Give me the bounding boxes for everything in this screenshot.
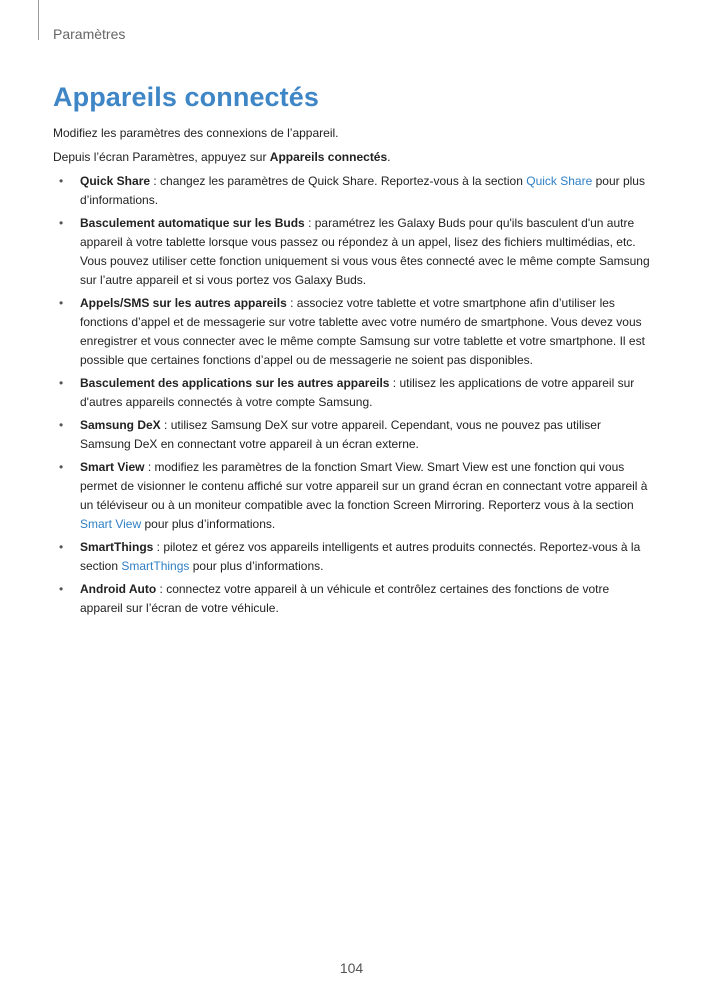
list-item: [53, 294, 651, 370]
header-rule: [38, 0, 39, 40]
bullet-icon: •: [59, 376, 64, 390]
path-instruction: [53, 148, 651, 167]
list-item: [53, 416, 651, 454]
item-text: : utilisez Samsung DeX sur votre appareil. Cependant, vous ne pouvez pas utiliser Samsung DeX en connectant votre appareil à un écran externe.: [80, 418, 601, 451]
settings-list: [53, 172, 651, 618]
item-term: SmartThings: [80, 540, 154, 554]
bullet-icon: •: [59, 582, 64, 596]
item-text: : pilotez et gérez vos appareils intelligents et autres produits connectés. Reportez-vous à la section: [80, 540, 641, 573]
list-item: [53, 374, 651, 412]
list-item: [53, 214, 651, 290]
intro-text: Modifiez les paramètres des connexions de l’appareil.: [53, 126, 339, 140]
page-title: Appareils connectés: [53, 82, 319, 112]
item-text: : associez votre tablette et votre smartphone afin d’utiliser les fonctions d’appel et de messagerie sur votre tablette avec votre numéro de smartphone. Vous devez vous enregistrer et vous connecter avec le même compte Samsung sur votre tablette et votre smartphone. Il est possible que certaines fonctions d’appel ou de messagerie ne soient pas disponibles.: [80, 296, 645, 367]
item-link[interactable]: Quick Share: [526, 174, 593, 188]
item-text: : connectez votre appareil à un véhicule et contrôlez certaines des fonctions de votre appareil sur l’écran de votre véhicule.: [80, 582, 610, 615]
item-term: Appels/SMS sur les autres appareils: [80, 296, 287, 310]
item-term: Android Auto: [80, 582, 157, 596]
list-item: [53, 458, 651, 534]
bullet-icon: •: [59, 460, 64, 474]
item-text: : modifiez les paramètres de la fonction Smart View. Smart View est une fonction qui vous permet de visionner le contenu affiché sur votre appareil sur un grand écran en connectant votre appareil à un téléviseur ou à un moniteur compatible avec la fonction Screen Mirroring. Reporterz vous à la section: [80, 460, 648, 512]
item-link[interactable]: SmartThings: [121, 559, 190, 573]
bullet-icon: •: [59, 540, 64, 554]
item-text-after: pour plus d’informations.: [141, 517, 276, 531]
list-item: [53, 580, 651, 618]
item-text: : utilisez les applications de votre appareil sur d'autres appareils connectés à votre compte Samsung.: [80, 376, 635, 409]
bullet-icon: •: [59, 296, 64, 310]
list-item: [53, 538, 651, 576]
section-header: Paramètres: [53, 26, 126, 42]
item-term: Samsung DeX: [80, 418, 161, 432]
item-text-after: pour plus d’informations.: [189, 559, 324, 573]
path-suffix: .: [387, 150, 391, 164]
bullet-icon: •: [59, 174, 64, 188]
path-bold: Appareils connectés: [269, 150, 388, 164]
bullet-icon: •: [59, 216, 64, 230]
item-text: : paramétrez les Galaxy Buds pour qu'ils basculent d'un autre appareil à votre tablette lorsque vous passez ou répondez à un appel, lisez des fichiers multimédias, etc. Vous pouvez utiliser cette fonction uniquement si vous vous êtes connecté avec le même compte Samsung sur l’autre appareil et si vous portez vos Galaxy Buds.: [80, 216, 650, 287]
item-term: Quick Share: [80, 174, 151, 188]
page-number: 104: [339, 960, 364, 976]
item-text-after: pour plus d’informations.: [80, 174, 645, 207]
item-term: Basculement automatique sur les Buds: [80, 216, 305, 230]
content: [53, 124, 651, 622]
item-term: Basculement des applications sur les autres appareils: [80, 376, 390, 390]
item-term: Smart View: [80, 460, 145, 474]
item-link[interactable]: Smart View: [80, 517, 142, 531]
bullet-icon: •: [59, 418, 64, 432]
item-text: : changez les paramètres de Quick Share. Reportez-vous à la section: [150, 174, 527, 188]
list-item: [53, 172, 651, 210]
path-prefix: Depuis l’écran Paramètres, appuyez sur: [53, 150, 270, 164]
